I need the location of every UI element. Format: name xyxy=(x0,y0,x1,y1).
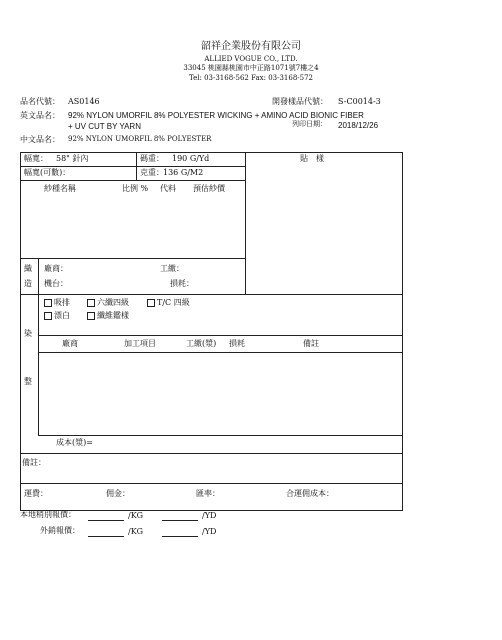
cost-header: 代料 xyxy=(160,184,176,193)
option-bleach-checkbox[interactable] xyxy=(44,312,52,320)
product-code-value: AS0146 xyxy=(68,97,100,106)
commission-label: 佣金： xyxy=(106,489,130,498)
weave-loss-label: 損耗： xyxy=(170,279,194,288)
dev-sample-code-value: S-C0014-3 xyxy=(338,97,381,106)
local-price-kg-blank[interactable] xyxy=(88,520,124,521)
option-tc-label: T/C 四級 xyxy=(157,298,190,307)
english-name-label: 英文品名： xyxy=(20,111,60,120)
print-date-value: 2018/12/26 xyxy=(338,121,379,130)
export-price-label: 外銷報價： xyxy=(40,526,80,535)
company-tel-fax: Tel: 03-3168-562 Fax: 03-3168-572 xyxy=(188,74,314,82)
english-name-line2: + UV CUT BY YARN xyxy=(68,122,141,131)
chinese-name-label: 中文品名： xyxy=(20,135,60,144)
usable-width-label: 幅寬(可數)： xyxy=(24,168,71,177)
yarn-name-header: 紗種名稱 xyxy=(44,184,76,193)
local-price-label: 本地稍別報價： xyxy=(20,510,76,519)
option-wicking-checkbox[interactable] xyxy=(44,299,52,307)
dye-col-process: 加工項目 xyxy=(124,339,156,348)
dye-col-loss: 損耗 xyxy=(229,339,245,348)
option-fiber-test-checkbox[interactable] xyxy=(87,312,95,320)
weave-side-label-1: 織 xyxy=(24,264,32,273)
option-bleach-label: 漂白 xyxy=(54,311,70,320)
print-date-label: 列印日期： xyxy=(292,120,327,128)
company-address: 33045 桃園縣桃園市中正路1071號7樓之4 xyxy=(183,64,319,72)
export-price-kg-unit: /KG xyxy=(128,527,144,536)
exchange-rate-label: 匯率： xyxy=(196,489,220,498)
landed-cost-label: 合運佣成本： xyxy=(286,489,334,498)
option-six-fiber-label: 六纖四級 xyxy=(97,298,129,307)
width-value: 58" 針內 xyxy=(56,154,89,163)
weave-machine-label: 機台： xyxy=(44,279,68,288)
option-six-fiber-checkbox[interactable] xyxy=(87,299,95,307)
option-fiber-test-label: 纖維鑑樣 xyxy=(97,311,129,320)
yarn-price-header: 預估紗價 xyxy=(193,184,225,193)
weight-value: 190 G/Yd xyxy=(172,154,210,163)
sample-attach-label: 貼 樣 xyxy=(300,154,324,163)
export-price-yd-blank[interactable] xyxy=(162,536,198,537)
gsm-value: 136 G/M2 xyxy=(163,168,204,177)
company-chinese-name: 韶祥企業股份有限公司 xyxy=(201,41,301,52)
dye-col-labor: 工繳(漿) xyxy=(186,339,217,348)
weave-labor-label: 工繳： xyxy=(160,264,184,273)
english-name-line1: 92% NYLON UMORFIL 8% POLYESTER WICKING + AMINO ACID BIONIC FIBER xyxy=(68,111,364,120)
weight-label: 碼重： xyxy=(140,154,164,163)
option-tc-checkbox[interactable] xyxy=(147,299,155,307)
gsm-label: 克重： xyxy=(140,168,164,177)
remark-label: 備註： xyxy=(22,458,46,467)
dye-side-label-2: 整 xyxy=(24,377,32,386)
weave-factory-label: 廠商： xyxy=(44,264,68,273)
dye-col-remark: 備註 xyxy=(303,339,319,348)
local-price-yd-blank[interactable] xyxy=(162,520,198,521)
option-wicking-label: 吸排 xyxy=(54,298,70,307)
export-price-kg-blank[interactable] xyxy=(88,536,124,537)
product-code-label: 品名代號： xyxy=(20,97,60,106)
company-english-name: ALLIED VOGUE CO., LTD. xyxy=(204,55,298,63)
freight-label: 運費： xyxy=(24,489,48,498)
cost-total-label: 成本(漿)= xyxy=(56,438,93,447)
ratio-header: 比例 % xyxy=(122,184,149,193)
chinese-name-value: 92% NYLON UMORFIL 8% POLYESTER xyxy=(68,135,212,143)
dev-sample-code-label: 開發樣品代號： xyxy=(272,97,328,106)
width-label: 幅寬： xyxy=(24,154,48,163)
dye-side-label-1: 染 xyxy=(24,329,32,338)
local-price-yd-unit: /YD xyxy=(202,511,217,520)
dye-col-factory: 廠商 xyxy=(62,339,78,348)
weave-side-label-2: 造 xyxy=(24,279,32,288)
local-price-kg-unit: /KG xyxy=(128,511,144,520)
export-price-yd-unit: /YD xyxy=(202,527,217,536)
